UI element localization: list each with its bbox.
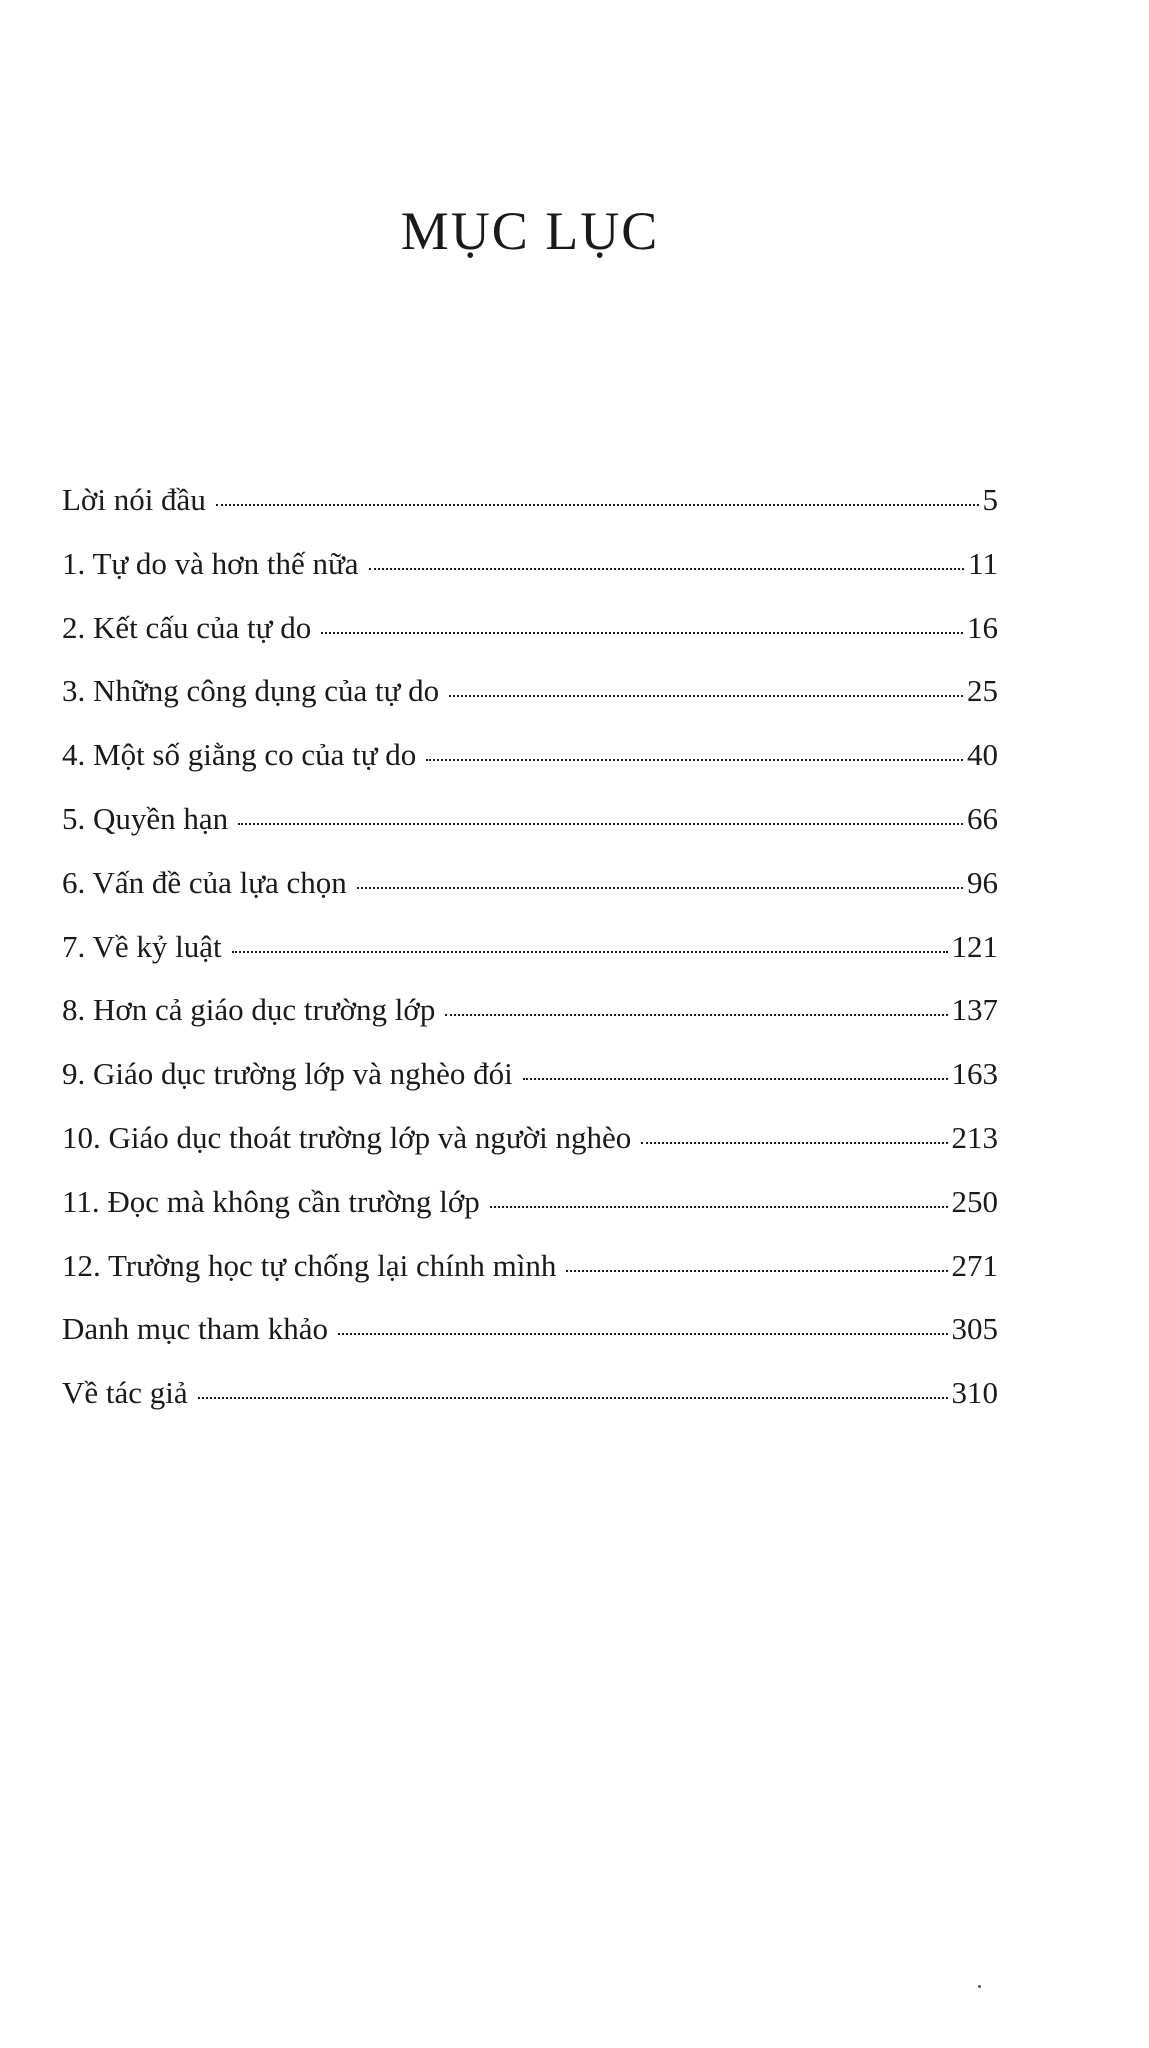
table-of-contents [62, 484, 998, 1441]
toc-entry [62, 484, 998, 548]
toc-entry-page: 213 [951, 1119, 998, 1155]
dot-leader [216, 504, 979, 506]
toc-entry-label: Về tác giả [62, 1375, 188, 1411]
toc-entry [62, 1183, 998, 1250]
toc-entry [62, 1119, 998, 1186]
toc-entry-page: 16 [967, 609, 998, 645]
toc-entry-label: 4. Một số giằng co của tự do [62, 737, 417, 773]
toc-entry [62, 1058, 998, 1122]
toc-entry-page: 137 [951, 992, 998, 1028]
toc-entry-label: 11. Đọc mà không cần trường lớp [62, 1183, 480, 1219]
toc-entry-page: 96 [967, 864, 998, 900]
dot-leader [238, 823, 963, 825]
toc-entry [62, 864, 998, 931]
toc-entry [62, 994, 998, 1058]
toc-entry-page: 250 [951, 1183, 998, 1219]
dot-leader [321, 632, 963, 634]
dot-leader [369, 568, 965, 570]
dot-leader [232, 951, 948, 953]
dot-leader [449, 695, 963, 697]
toc-entry-page: 40 [967, 737, 998, 773]
dot-leader [338, 1333, 947, 1335]
toc-entry [62, 800, 998, 867]
toc-entry-page: 66 [967, 800, 998, 836]
dot-leader [198, 1397, 948, 1399]
toc-entry-page: 310 [951, 1375, 998, 1411]
dot-leader [641, 1142, 947, 1144]
toc-entry-label: 1. Tự do và hơn thế nữa [62, 545, 359, 581]
toc-entry [62, 675, 998, 739]
toc-entry-page: 25 [967, 673, 998, 709]
toc-entry-label: 12. Trường học tự chống lại chính mình [62, 1247, 557, 1283]
toc-entry [62, 609, 998, 676]
toc-entry-page: 11 [968, 545, 998, 581]
toc-entry-page: 5 [982, 482, 998, 517]
toc-entry-label: Lời nói đầu [62, 482, 206, 517]
toc-entry-page: 271 [951, 1247, 998, 1283]
toc-entry [62, 1247, 998, 1314]
toc-entry-page: 305 [951, 1311, 998, 1347]
toc-entry-label: 2. Kết cấu của tự do [62, 609, 312, 645]
toc-entry [62, 739, 998, 803]
toc-entry [62, 1377, 998, 1441]
toc-entry-label: 7. Về kỷ luật [62, 928, 222, 964]
dot-leader [566, 1270, 947, 1272]
toc-entry-page: 121 [951, 928, 998, 964]
toc-entry-label: 5. Quyền hạn [62, 800, 229, 836]
toc-entry-label: 8. Hơn cả giáo dục trường lớp [62, 992, 436, 1028]
dot-leader [490, 1206, 948, 1208]
page-title: MỤC LỤC [400, 201, 660, 261]
scan-speck [978, 1985, 981, 1988]
toc-entry-label: 6. Vấn đề của lựa chọn [62, 864, 347, 900]
dot-leader [523, 1078, 948, 1080]
toc-entry [62, 545, 998, 612]
toc-entry [62, 1313, 998, 1377]
dot-leader [445, 1014, 947, 1016]
toc-entry-label: 10. Giáo dục thoát trường lớp và người nghèo [62, 1119, 632, 1155]
dot-leader [357, 887, 963, 889]
toc-entry-page: 163 [951, 1056, 998, 1092]
toc-entry-label: 9. Giáo dục trường lớp và nghèo đói [62, 1056, 513, 1092]
dot-leader [426, 759, 963, 761]
toc-entry-label: Danh mục tham khảo [62, 1311, 329, 1347]
toc-entry-label: 3. Những công dụng của tự do [62, 673, 440, 709]
toc-entry [62, 928, 998, 995]
